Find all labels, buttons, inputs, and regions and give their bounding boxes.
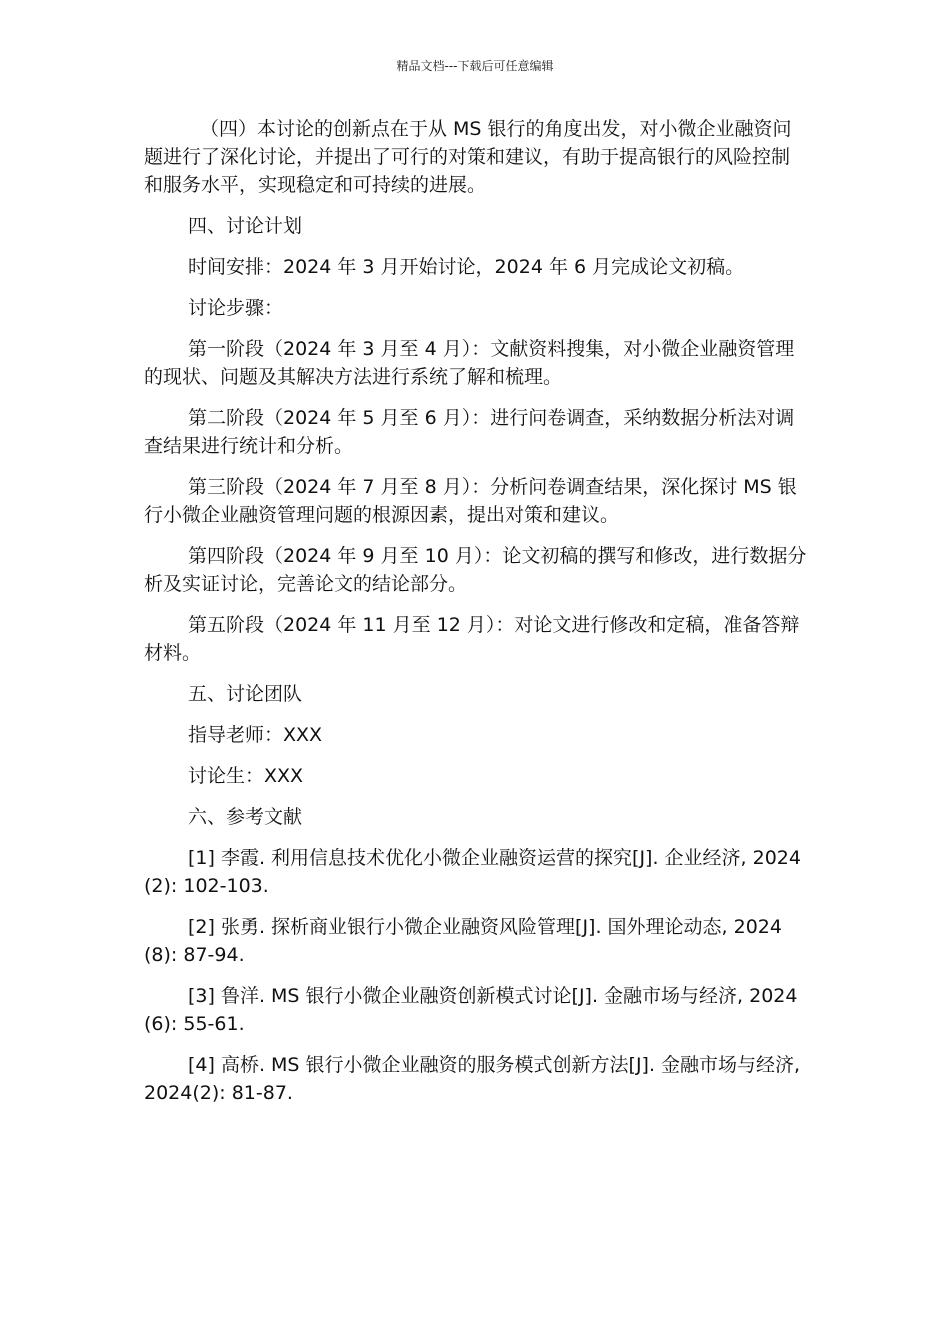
section-heading-team: 五、讨论团队 — [188, 683, 303, 705]
paragraph-innovation: （四）本讨论的创新点在于从 MS 银行的角度出发，对小微企业融资问题进行了深化讨论，并提出了可行的对策和建议，有助于提高银行的风险控制和服务水平，实现稳定和可持续的进展。 — [144, 118, 792, 196]
reference-item: [3] 鲁洋. MS 银行小微企业融资创新模式讨论[J]. 金融市场与经济, 2024(6): 55-61. — [144, 985, 798, 1035]
paragraph-advisor: 指导老师：XXX — [188, 724, 323, 746]
document-body — [144, 115, 808, 1120]
paragraph-student: 讨论生：XXX — [188, 765, 304, 787]
reference-item: [4] 高桥. MS 银行小微企业融资的服务模式创新方法[J]. 金融市场与经济, 2024(2): 81-87. — [144, 1054, 801, 1104]
reference-item: [1] 李霞. 利用信息技术优化小微企业融资运营的探究[J]. 企业经济, 2024(2): 102-103. — [144, 847, 801, 897]
reference-item: [2] 张勇. 探析商业银行小微企业融资风险管理[J]. 国外理论动态, 2024(8): 87-94. — [144, 916, 782, 966]
paragraph-stage-1: 第一阶段（2024 年 3 月至 4 月）：文献资料搜集，对小微企业融资管理的现状、问题及其解决方法进行系统了解和梳理。 — [144, 338, 795, 388]
paragraph-schedule: 时间安排：2024 年 3 月开始讨论，2024 年 6 月完成论文初稿。 — [188, 256, 745, 278]
page-header: 精品文档---下载后可任意编辑 — [396, 59, 554, 73]
section-heading-plan: 四、讨论计划 — [188, 215, 303, 237]
paragraph-stage-4: 第四阶段（2024 年 9 月至 10 月）：论文初稿的撰写和修改，进行数据分析及实证讨论，完善论文的结论部分。 — [144, 545, 807, 595]
paragraph-stage-5: 第五阶段（2024 年 11 月至 12 月）：对论文进行修改和定稿，准备答辩材料。 — [144, 614, 800, 664]
paragraph-stage-2: 第二阶段（2024 年 5 月至 6 月）：进行问卷调查，采纳数据分析法对调查结果进行统计和分析。 — [144, 407, 795, 457]
paragraph-steps-label: 讨论步骤： — [188, 297, 284, 319]
paragraph-stage-3: 第三阶段（2024 年 7 月至 8 月）：分析问卷调查结果，深化探讨 MS 银行小微企业融资管理问题的根源因素，提出对策和建议。 — [144, 476, 797, 526]
section-heading-references: 六、参考文献 — [188, 806, 303, 828]
